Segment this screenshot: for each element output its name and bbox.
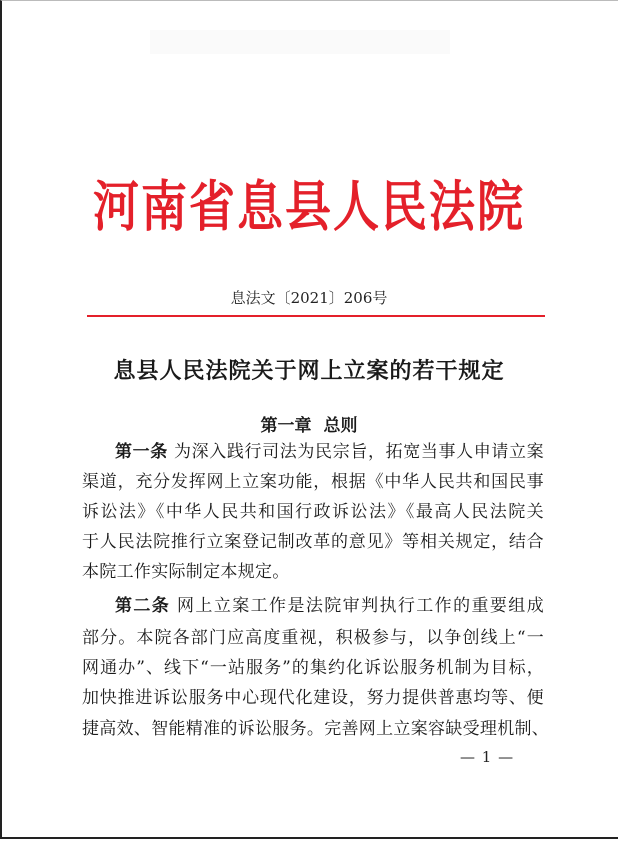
article1-text: 为深入践行司法为民宗旨，拓宽当事人申请立案 <box>173 442 544 462</box>
page-number: — 1 — <box>460 748 515 766</box>
article1-line: 本院工作实际制定本规定。 <box>82 562 290 582</box>
issuer-header: 河南省息县人民法院 <box>93 174 525 239</box>
article2-text: 网上立案工作是法院审判执行工作的重要组成 <box>177 596 544 616</box>
article2-line <box>115 595 544 617</box>
article2-line: 部分。本院各部门应高度重视，积极参与，以争创线上“一 <box>82 628 544 648</box>
article2-line: 捷高效、智能精准的诉讼服务。完善网上立案容缺受理机制、 <box>82 719 550 739</box>
article1-line: 诉讼法》《中华人民共和国行政诉讼法》《最高人民法院关 <box>82 502 544 522</box>
article2-line: 加快推进诉讼服务中心现代化建设，努力提供普惠均等、便 <box>82 688 544 708</box>
chapter-name: 总则 <box>323 416 358 436</box>
chapter-number: 第一章 <box>260 416 312 436</box>
article1-line: 渠道，充分发挥网上立案功能，根据《中华人民共和国民事 <box>82 472 544 492</box>
chapter-heading <box>0 411 618 436</box>
document-title: 息县人民法院关于网上立案的若干规定 <box>113 358 505 384</box>
article1-line <box>115 441 544 463</box>
article2-line: 网通办”、线下“一站服务”的集约化诉讼服务机制为目标， <box>82 658 544 678</box>
article2-label: 第二条 <box>115 596 171 616</box>
article1-line: 于人民法院推行立案登记制改革的意见》等相关规定，结合 <box>82 532 544 552</box>
article1-label: 第一条 <box>115 442 168 462</box>
red-divider-line <box>87 315 545 317</box>
scan-artifact <box>150 30 450 54</box>
document-number: 息法文〔2021〕206号 <box>230 289 388 307</box>
